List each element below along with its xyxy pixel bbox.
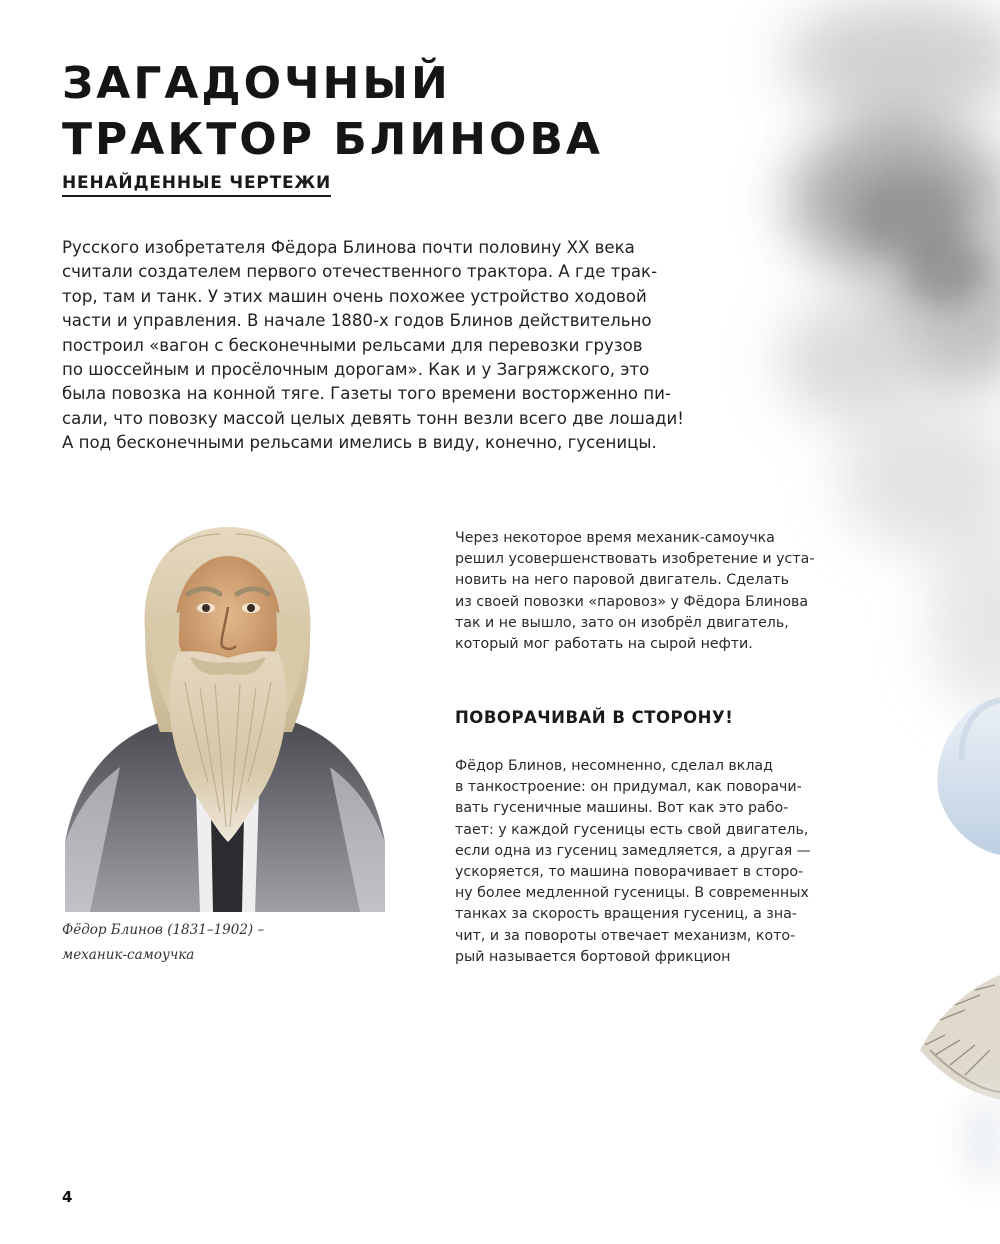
section-heading: ПОВОРАЧИВАЙ В СТОРОНУ! xyxy=(455,708,734,727)
paragraph-line: так и не вышло, зато он изобрёл двигатель, xyxy=(455,614,789,631)
paragraph-line: чит, и за повороты отвечает механизм, кото- xyxy=(455,927,796,944)
portrait-illustration xyxy=(60,512,395,912)
turning-paragraph xyxy=(455,756,875,968)
intro-line: была повозка на конной тяге. Газеты того времени восторженно пи- xyxy=(62,384,671,404)
intro-line: построил «вагон с бесконечными рельсами для перевозки грузов xyxy=(62,335,643,355)
paragraph-line: рый называется бортовой фрикцион xyxy=(455,948,731,965)
paragraph-line: новить на него паровой двигатель. Сделать xyxy=(455,572,790,589)
paragraph-line: танках за скорость вращения гусениц, а зна- xyxy=(455,906,797,923)
caption-line: Фёдор Блинов (1831–1902) – xyxy=(62,922,265,938)
intro-line: А под бесконечными рельсами имелись в виду, конечно, гусеницы. xyxy=(62,433,657,453)
intro-line: по шоссейным и просёлочным дорогам». Как и у Загряжского, это xyxy=(62,360,650,380)
intro-line: сали, что повозку массой целых девять тонн везли всего две лошади! xyxy=(62,408,684,428)
page-number: 4 xyxy=(62,1188,73,1206)
paragraph-line: вать гусеничные машины. Вот как это рабо- xyxy=(455,800,789,817)
portrait-caption xyxy=(62,918,264,968)
intro-line: части и управления. В начале 1880-х годов Блинов действительно xyxy=(62,311,652,331)
paragraph-line: который мог работать на сырой нефти. xyxy=(455,636,753,653)
intro-line: Русского изобретателя Фёдора Блинова почти половину XX века xyxy=(62,238,635,257)
paragraph-line: Фёдор Блинов, несомненно, сделал вклад xyxy=(455,758,773,774)
page-title xyxy=(62,56,603,168)
paragraph-line: в танкостроение: он придумал, как поворачи- xyxy=(455,779,802,796)
title-line-2: ТРАКТОР БЛИНОВА xyxy=(62,114,603,165)
paragraph-line: из своей повозки «паровоз» у Фёдора Блинова xyxy=(455,593,809,610)
paragraph-line: ну более медленной гусеницы. В современных xyxy=(455,885,809,902)
intro-paragraph xyxy=(62,236,752,456)
paragraph-line: решил усовершенствовать изобретение и уста- xyxy=(455,551,815,568)
intro-line: тор, там и танк. У этих машин очень похожее устройство ходовой xyxy=(62,286,647,306)
section-subtitle: НЕНАЙДЕННЫЕ ЧЕРТЕЖИ xyxy=(62,173,331,197)
paragraph-line: ускоряется, то машина поворачивает в сторо- xyxy=(455,864,804,881)
paragraph-line: Через некоторое время механик-самоучка xyxy=(455,530,775,546)
title-line-1: ЗАГАДОЧНЫЙ xyxy=(62,58,451,109)
intro-line: считали создателем первого отечественного трактора. А где трак- xyxy=(62,262,658,282)
steam-engine-paragraph xyxy=(455,528,875,655)
paragraph-line: если одна из гусениц замедляется, а другая — xyxy=(455,842,811,859)
caption-line: механик-самоучка xyxy=(62,947,195,963)
paragraph-line: тает: у каждой гусеницы есть свой двигатель, xyxy=(455,821,809,838)
